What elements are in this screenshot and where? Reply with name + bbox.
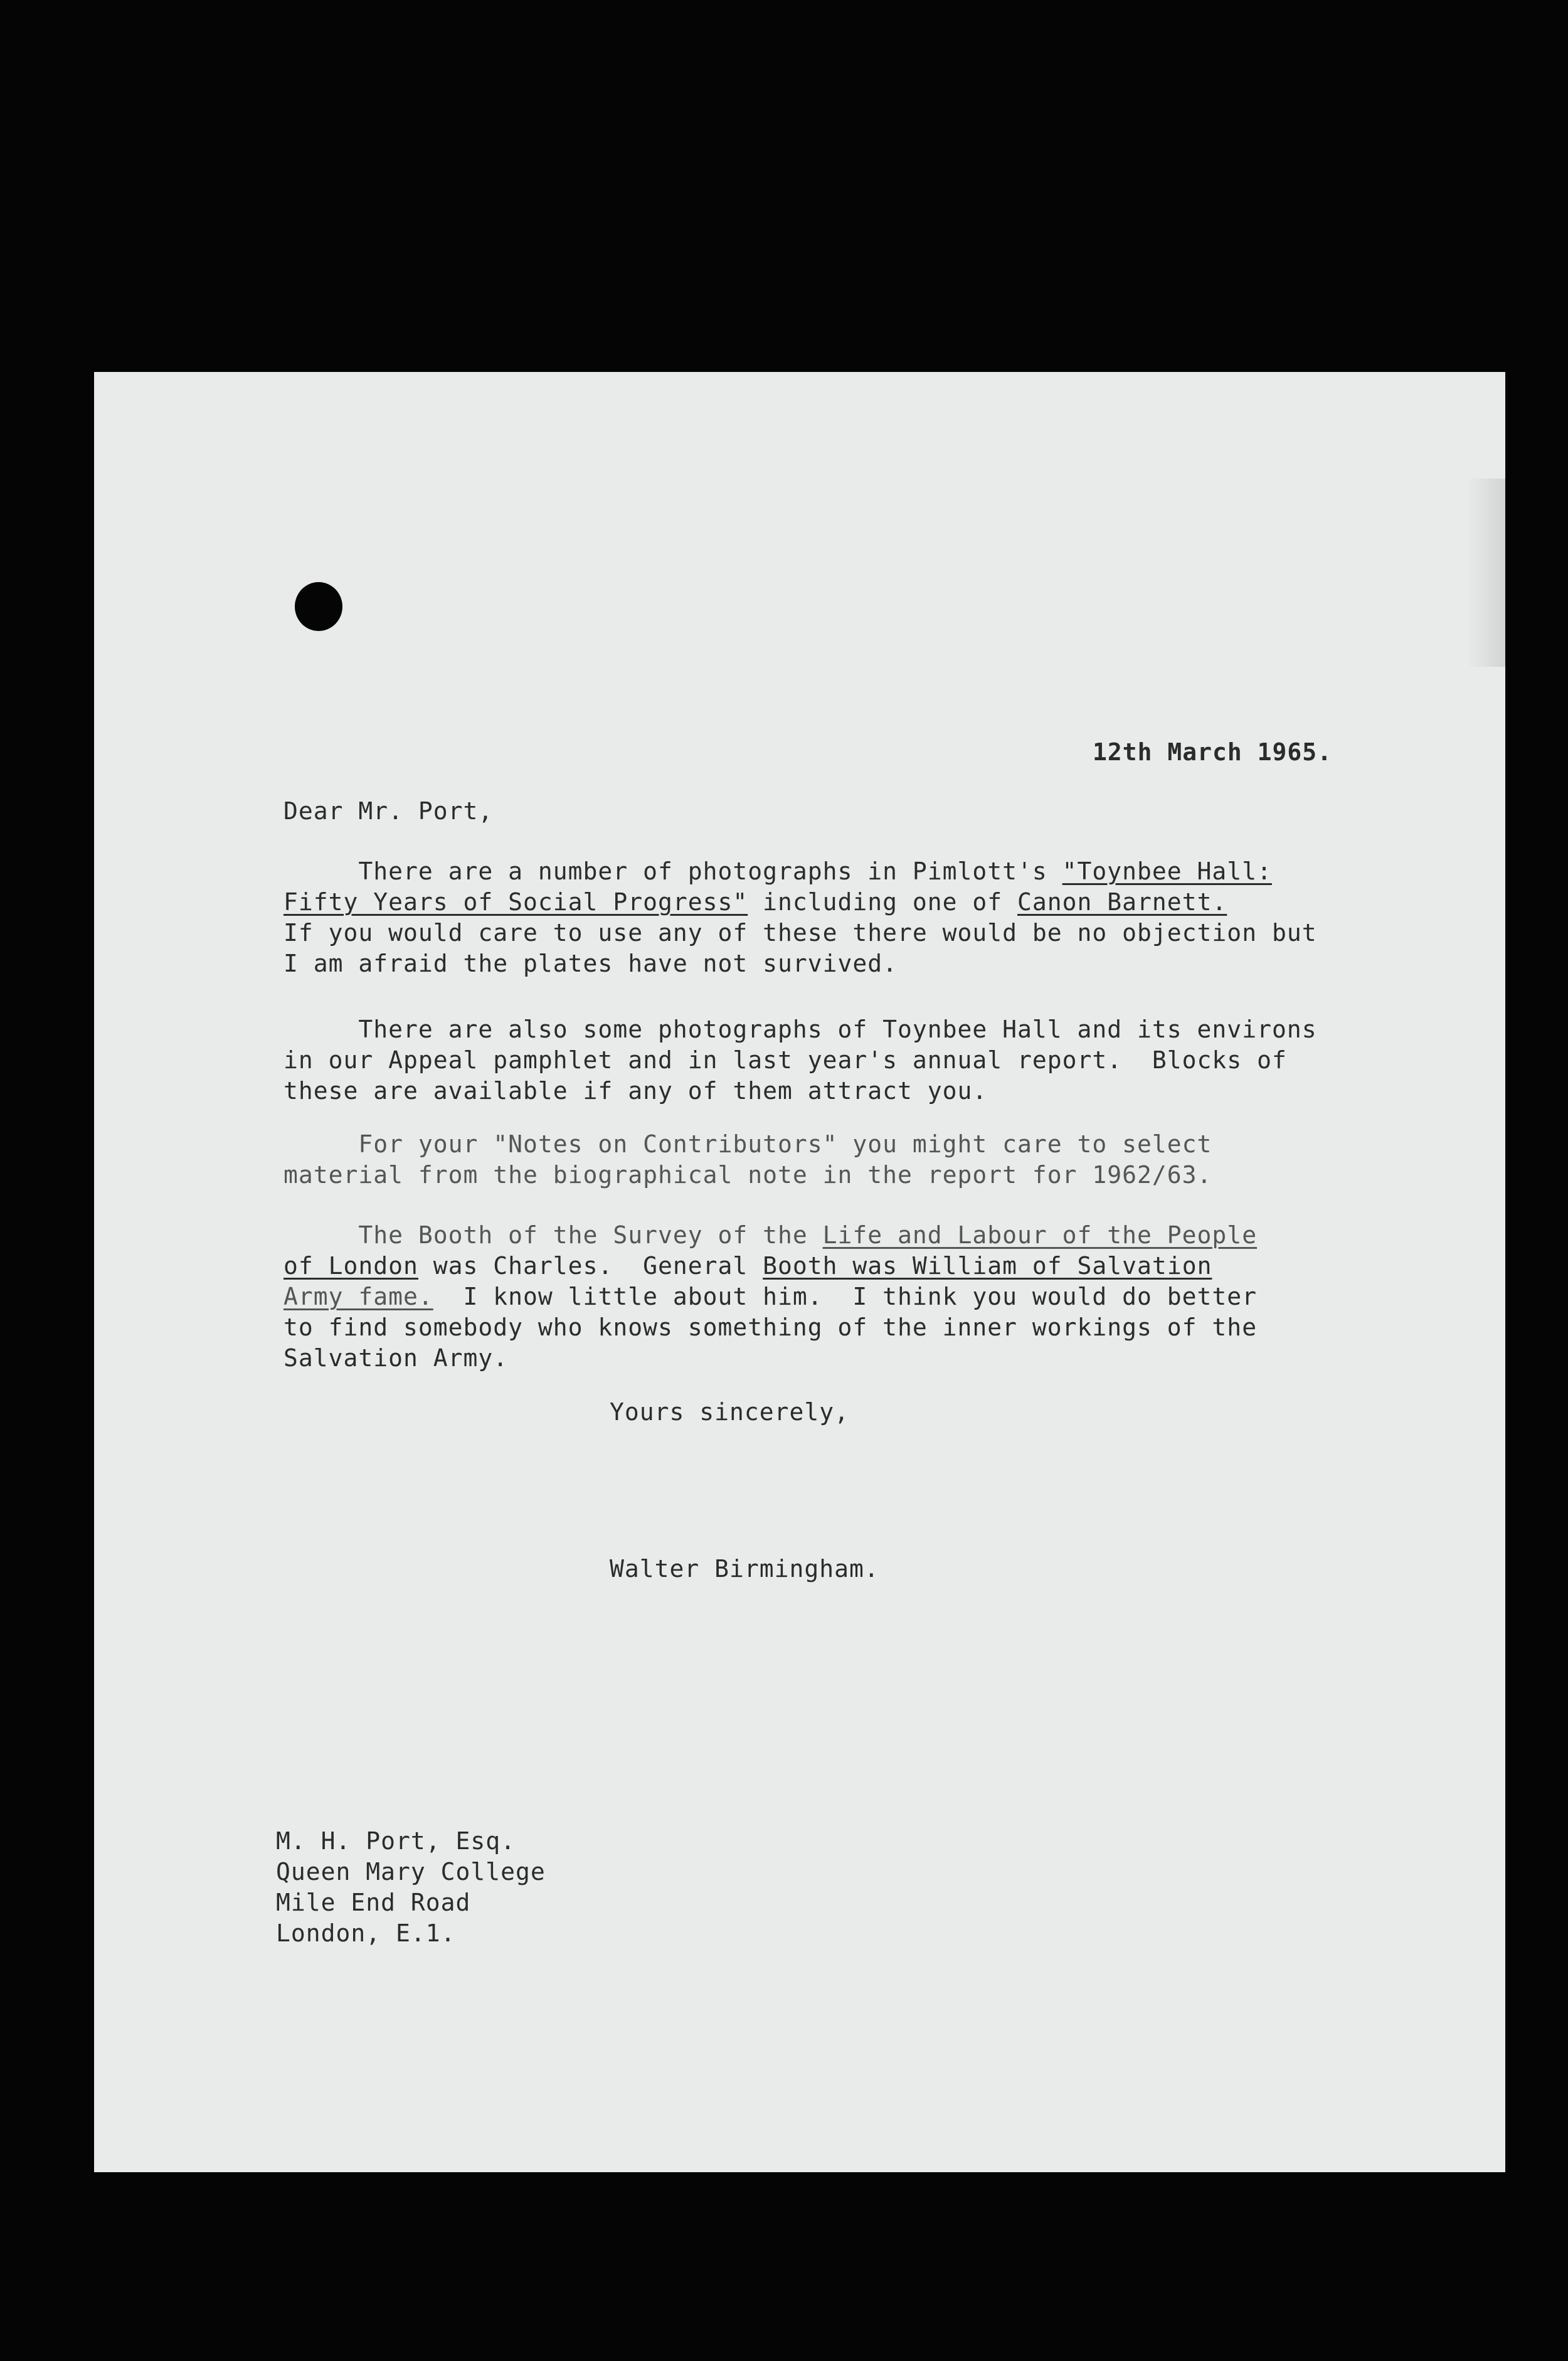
underlined-name: Canon Barnett. (1017, 888, 1227, 916)
text-line: The Booth of the Survey of the (283, 1221, 823, 1249)
address-line: Mile End Road (276, 1889, 471, 1916)
text-line: I am afraid the plates have not survived. (283, 950, 898, 977)
underlined-name: Booth was William of Salvation (763, 1252, 1212, 1280)
paragraph-appeal-pamphlet (283, 1014, 1317, 1106)
address-line: M. H. Port, Esq. (276, 1827, 516, 1855)
paper-fold-shadow (1468, 479, 1505, 667)
letter-date: 12th March 1965. (1093, 738, 1333, 766)
book-title: "Toynbee Hall: (1062, 857, 1272, 885)
text-line: There are also some photographs of Toynbee Hall and its environs (283, 1016, 1317, 1043)
survey-title-continued: of London (283, 1252, 418, 1280)
text-line: I know little about him. I think you would do better (433, 1283, 1258, 1310)
letter-sheet (94, 372, 1505, 2172)
signature-name: Walter Birmingham. (610, 1555, 879, 1583)
text-line: material from the biographical note in the report for 1962/63. (283, 1161, 1212, 1189)
text-line: to find somebody who knows something of the inner workings of the (283, 1313, 1258, 1341)
text-line: There are a number of photographs in Pimlott's (283, 857, 1062, 885)
paragraph-booth (283, 1220, 1257, 1374)
text-line: For your "Notes on Contributors" you might care to select (283, 1130, 1212, 1158)
address-line: Queen Mary College (276, 1858, 546, 1886)
address-line: London, E.1. (276, 1919, 456, 1947)
underlined-name-continued: Army fame. (283, 1283, 433, 1310)
text-line: including one of (748, 888, 1018, 916)
text-line: in our Appeal pamphlet and in last year's annual report. Blocks of (283, 1046, 1287, 1074)
text-line: Salvation Army. (283, 1344, 509, 1372)
text-line: was Charles. General (418, 1252, 763, 1280)
text-line: these are available if any of them attract you. (283, 1077, 988, 1105)
salutation: Dear Mr. Port, (283, 797, 494, 825)
punch-hole (295, 582, 342, 631)
recipient-address (276, 1826, 546, 1949)
closing: Yours sincerely, (610, 1398, 850, 1426)
survey-title: Life and Labour of the People (822, 1221, 1258, 1249)
paragraph-notes-on-contributors (283, 1129, 1212, 1191)
paragraph-photographs (283, 856, 1317, 979)
book-title-continued: Fifty Years of Social Progress" (283, 888, 748, 916)
text-line: If you would care to use any of these there would be no objection but (283, 919, 1317, 947)
